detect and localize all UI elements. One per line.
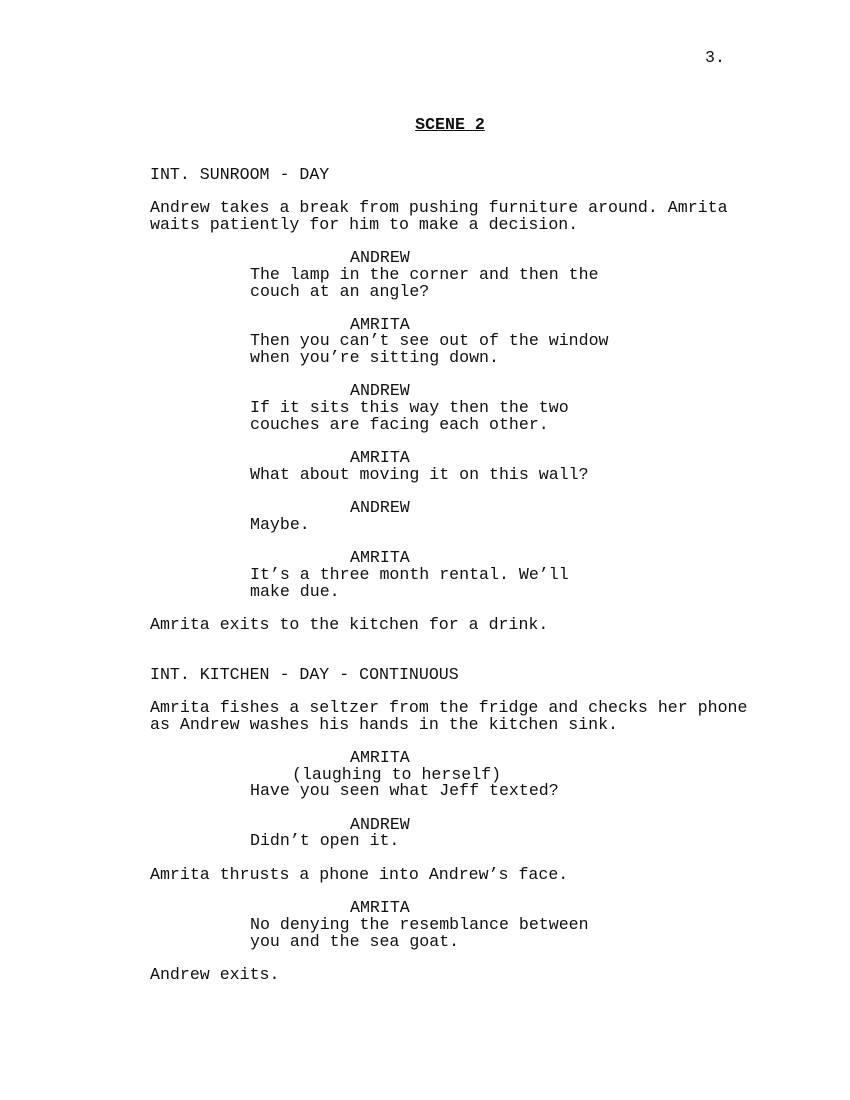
parenthetical: (laughing to herself) xyxy=(292,765,502,784)
dialogue: If it sits this way then the two couches are facing each other. xyxy=(250,398,569,434)
scene-heading-sunroom: INT. SUNROOM - DAY xyxy=(150,165,330,184)
dialogue: Maybe. xyxy=(250,515,310,534)
scene-heading-kitchen: INT. KITCHEN - DAY - CONTINUOUS xyxy=(150,665,459,684)
character-name: AMRITA xyxy=(350,748,410,767)
character-name: ANDREW xyxy=(350,498,410,517)
dialogue: What about moving it on this wall? xyxy=(250,465,589,484)
action-line: Amrita exits to the kitchen for a drink. xyxy=(150,615,549,634)
action-line: Amrita thrusts a phone into Andrew’s face. xyxy=(150,865,569,884)
scene-title: SCENE 2 xyxy=(415,115,485,134)
dialogue: It’s a three month rental. We’ll make due. xyxy=(250,565,569,601)
page-number: 3. xyxy=(705,48,725,67)
dialogue: Have you seen what Jeff texted? xyxy=(250,781,559,800)
character-name: ANDREW xyxy=(350,381,410,400)
character-name: ANDREW xyxy=(350,248,410,267)
action-line: Andrew exits. xyxy=(150,965,280,984)
dialogue: No denying the resemblance between you and the sea goat. xyxy=(250,915,589,951)
character-name: AMRITA xyxy=(350,898,410,917)
dialogue: Then you can’t see out of the window when you’re sitting down. xyxy=(250,331,609,367)
action-line: Amrita fishes a seltzer from the fridge and checks her phone as Andrew washes his hands in the kitchen sink. xyxy=(150,698,748,734)
character-name: AMRITA xyxy=(350,315,410,334)
action-line: Andrew takes a break from pushing furniture around. Amrita waits patiently for him to make a decision. xyxy=(150,198,728,234)
character-name: AMRITA xyxy=(350,448,410,467)
character-name: AMRITA xyxy=(350,548,410,567)
dialogue: Didn’t open it. xyxy=(250,831,400,850)
dialogue: The lamp in the corner and then the couch at an angle? xyxy=(250,265,599,301)
character-name: ANDREW xyxy=(350,815,410,834)
